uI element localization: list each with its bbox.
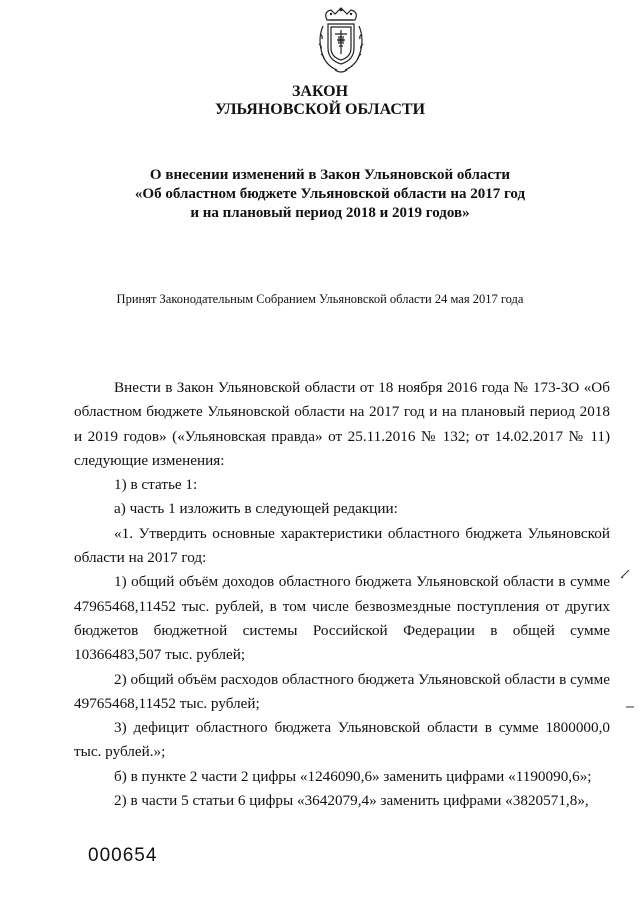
body-paragraph: 1) общий объём доходов областного бюджета Ульяновской области в сумме 47965468,11452 тыс. рублей, в том числе безвозмездные поступления от других бюджетов бюджетной системы Российской Федерации в общей сумме 10366483,507 тыс. рублей; xyxy=(74,573,610,664)
subtitle-line: «Об областном бюджете Ульяновской области на 2017 год xyxy=(134,186,526,202)
issuer-title: УЛЬЯНОВСКОЙ ОБЛАСТИ xyxy=(214,101,426,118)
body-paragraph: 2) в части 5 статьи 6 цифры «3642079,4» заменить цифрами «3820571,8», xyxy=(114,792,589,810)
coat-of-arms-icon xyxy=(313,4,369,76)
subtitle-line: О внесении изменений в Закон Ульяновской области xyxy=(149,167,511,183)
document-type-title: ЗАКОН xyxy=(291,83,349,100)
body-paragraph: 3) дефицит областного бюджета Ульяновской области в сумме 1800000,0 тыс. рублей.»; xyxy=(74,719,610,761)
pen-mark-icon xyxy=(626,705,634,709)
body-paragraph: Внести в Закон Ульяновской области от 18 ноября 2016 года № 173-ЗО «Об областном бюджете Ульяновской области на 2017 год и на плановый период 2018 и 2019 годов» («Ульяновская правда» от 25.11.2016 № 132; от 14.02.2017 № 11) следующие изменения: xyxy=(74,379,610,469)
subtitle-line: и на плановый период 2018 и 2019 годов» xyxy=(190,205,470,221)
law-subject-title xyxy=(60,166,600,223)
pen-mark-icon xyxy=(619,568,631,580)
body-paragraph: 2) общий объём расходов областного бюджета Ульяновской области в сумме 49765468,11452 тыс. рублей; xyxy=(74,670,610,712)
law-body xyxy=(74,376,610,813)
document-serial-number: 000654 xyxy=(88,845,158,866)
body-paragraph: «1. Утвердить основные характеристики областного бюджета Ульяновской области на 2017 год: xyxy=(74,524,610,567)
body-paragraph: б) в пункте 2 части 2 цифры «1246090,6» заменить цифрами «1190090,6»; xyxy=(114,767,592,785)
adoption-statement: Принят Законодательным Собранием Ульяновской области 24 мая 2017 года xyxy=(116,292,524,306)
body-paragraph: а) часть 1 изложить в следующей редакции: xyxy=(114,500,398,518)
body-paragraph: 1) в статье 1: xyxy=(114,476,198,494)
